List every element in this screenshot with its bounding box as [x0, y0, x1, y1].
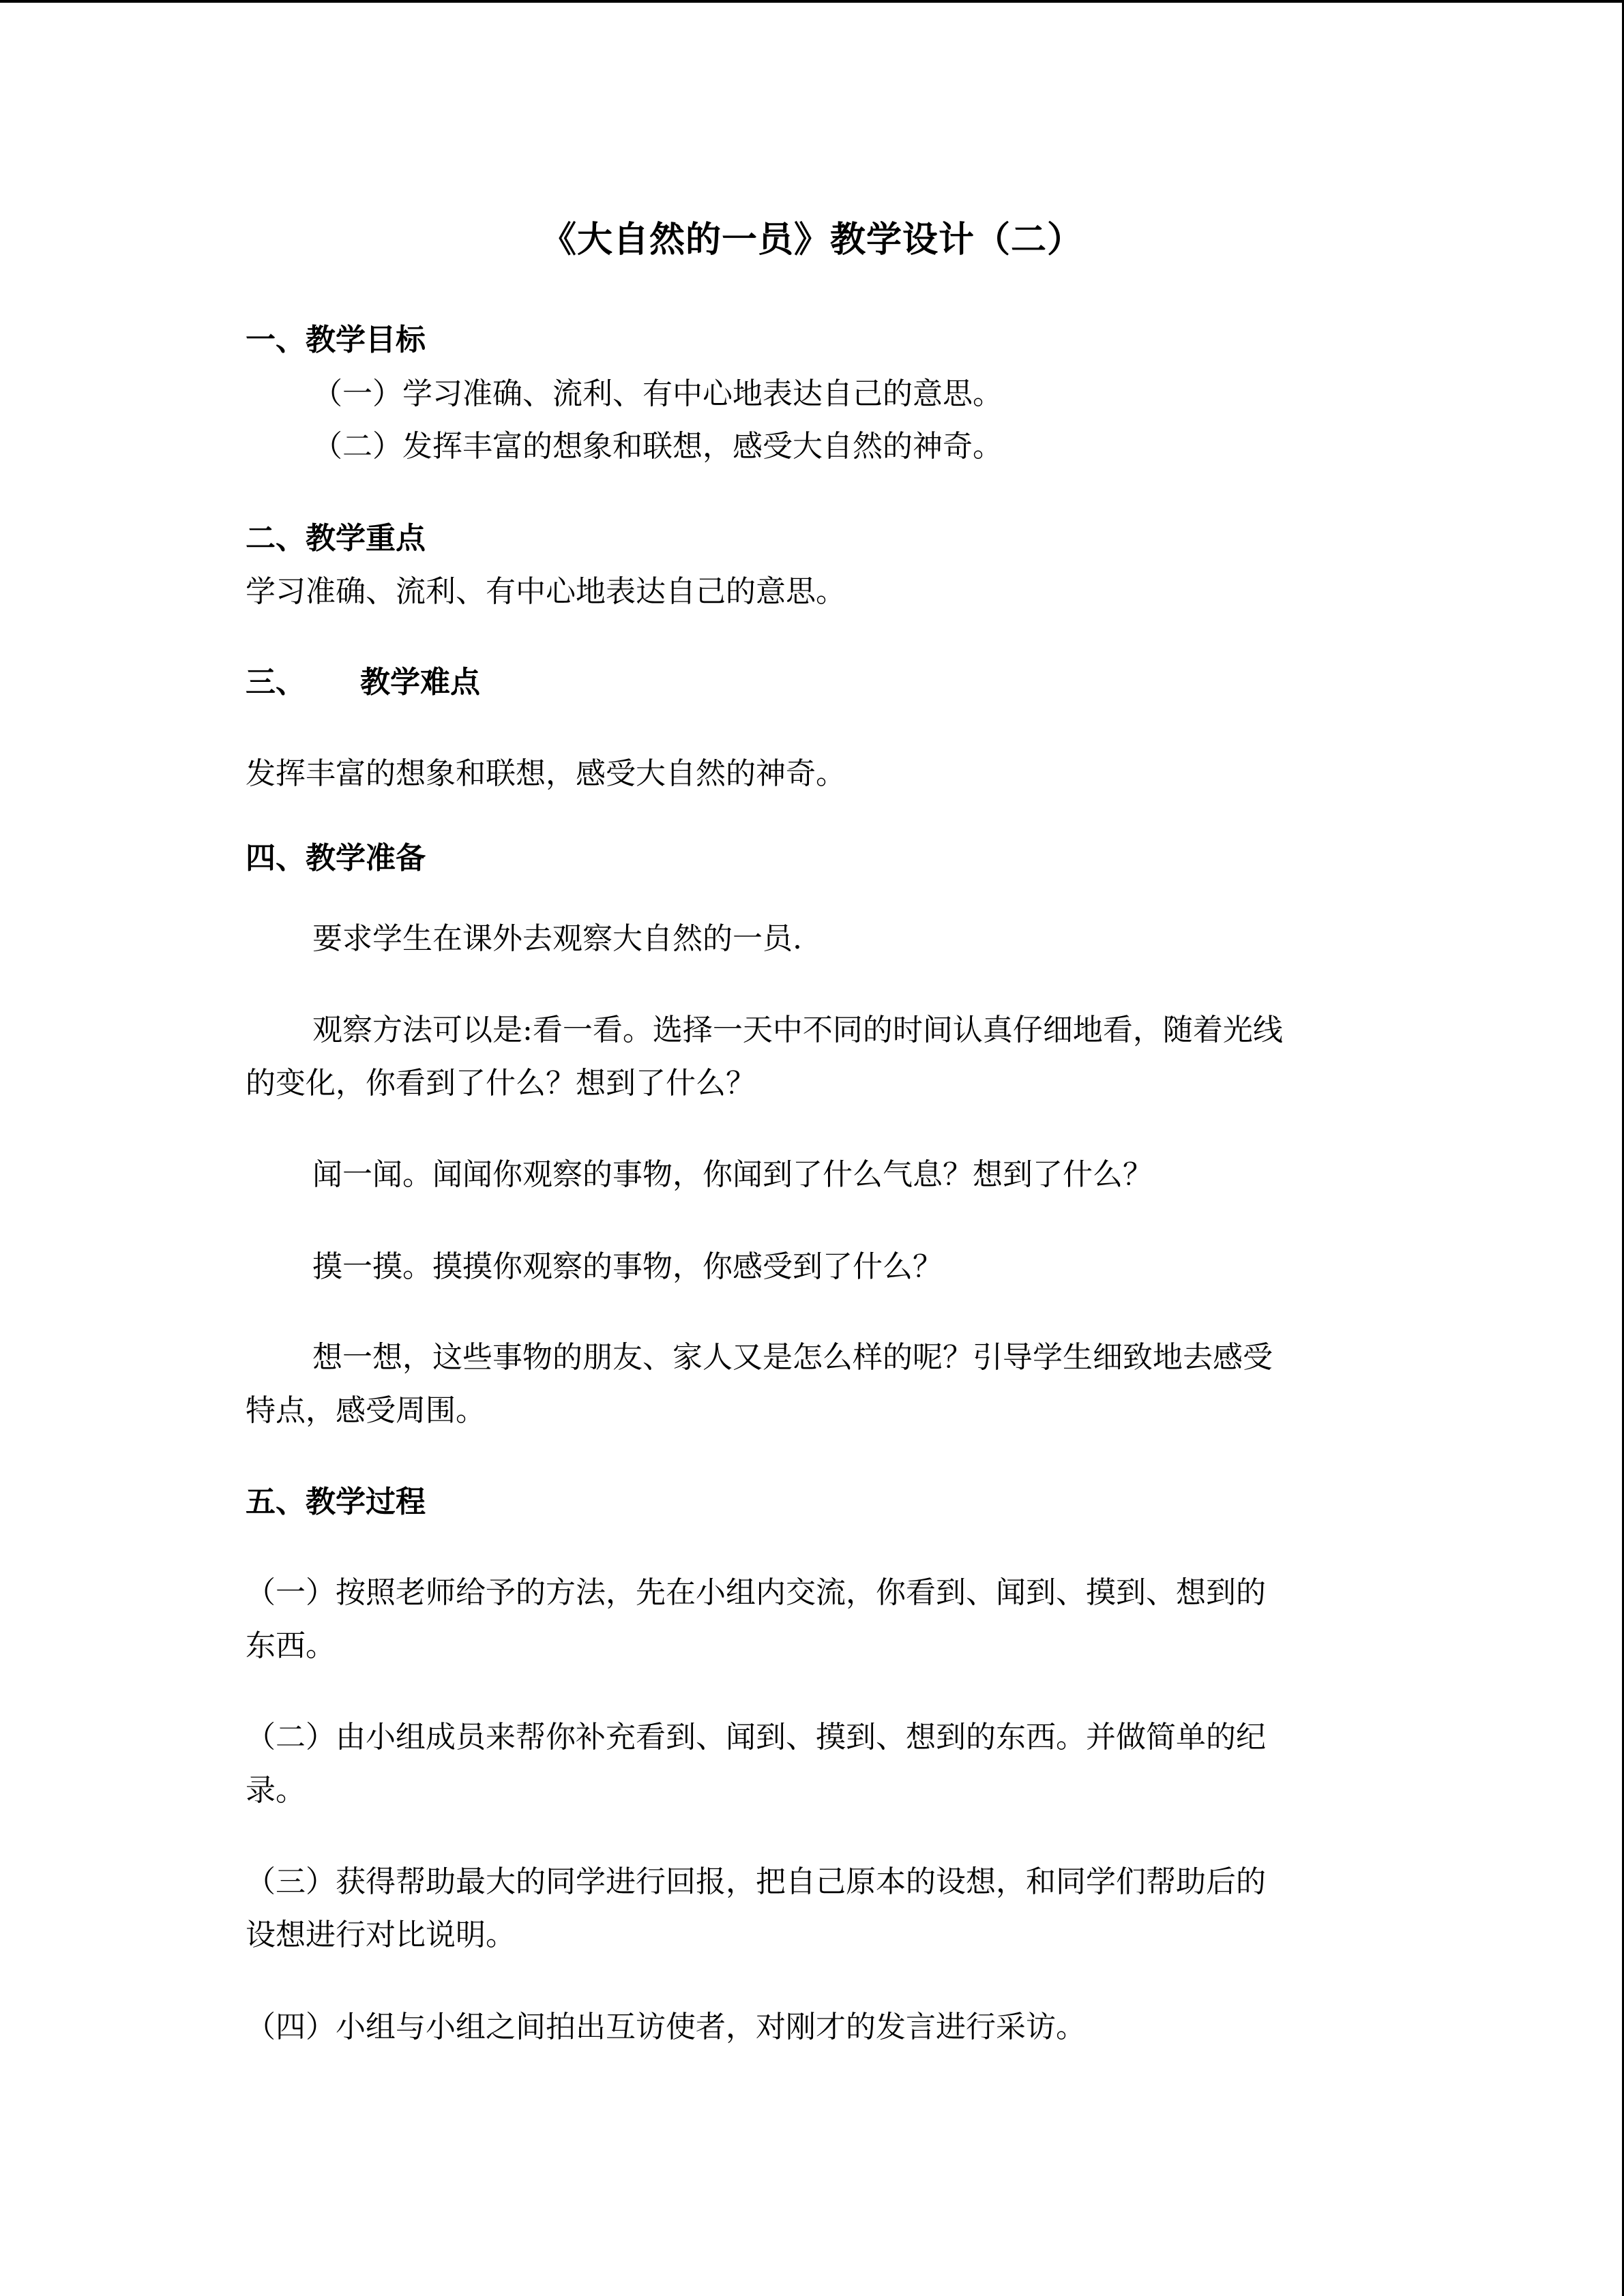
section-1-heading: 一、教学目标 — [246, 323, 426, 357]
section-1-item-1: （一）学习准确、流利、有中心地表达自己的意思。 — [312, 376, 1003, 411]
section-5-heading: 五、教学过程 — [246, 1485, 426, 1519]
section-3-text: 发挥丰富的想象和联想，感受大自然的神奇。 — [246, 756, 846, 791]
section-3-heading-number: 三、 — [246, 665, 306, 700]
section-5-paragraph-3-line-1: （三）获得帮助最大的同学进行回报，把自己原本的设想，和同学们帮助后的 — [246, 1864, 1266, 1899]
section-2-heading: 二、教学重点 — [246, 521, 426, 556]
section-5-paragraph-1-line-2: 东西。 — [246, 1628, 336, 1663]
section-4-paragraph-2-line-1: 观察方法可以是:看一看。选择一天中不同的时间认真仔细地看，随着光线 — [312, 1013, 1283, 1047]
section-5-paragraph-4: （四）小组与小组之间拍出互访使者，对刚才的发言进行采访。 — [246, 2010, 1086, 2044]
section-4-paragraph-2-line-2: 的变化，你看到了什么？想到了什么？ — [246, 1066, 756, 1101]
section-1-item-2: （二）发挥丰富的想象和联想，感受大自然的神奇。 — [312, 429, 1003, 464]
section-4-paragraph-1: 要求学生在课外去观察大自然的一员. — [312, 921, 802, 956]
section-5-paragraph-1-line-1: （一）按照老师给予的方法，先在小组内交流，你看到、闻到、摸到、想到的 — [246, 1575, 1266, 1610]
section-4-heading: 四、教学准备 — [246, 841, 426, 876]
section-5-paragraph-2-line-2: 录。 — [246, 1773, 306, 1808]
section-5-paragraph-3-line-2: 设想进行对比说明。 — [246, 1918, 516, 1952]
section-4-paragraph-5-line-1: 想一想，这些事物的朋友、家人又是怎么样的呢？引导学生细致地去感受 — [312, 1340, 1273, 1375]
section-4-paragraph-5-line-2: 特点，感受周围。 — [246, 1393, 486, 1428]
section-3-heading-text: 教学难点 — [360, 665, 480, 700]
section-2-text: 学习准确、流利、有中心地表达自己的意思。 — [246, 574, 846, 609]
section-3-heading — [246, 660, 480, 705]
document-title: 《大自然的一员》教学设计（二） — [540, 219, 1083, 260]
section-5-paragraph-2-line-1: （二）由小组成员来帮你补充看到、闻到、摸到、想到的东西。并做简单的纪 — [246, 1720, 1266, 1755]
page-top-border — [0, 0, 1624, 3]
section-4-paragraph-3: 闻一闻。闻闻你观察的事物，你闻到了什么气息？想到了什么？ — [312, 1157, 1153, 1192]
section-4-paragraph-4: 摸一摸。摸摸你观察的事物，你感受到了什么？ — [312, 1249, 943, 1284]
